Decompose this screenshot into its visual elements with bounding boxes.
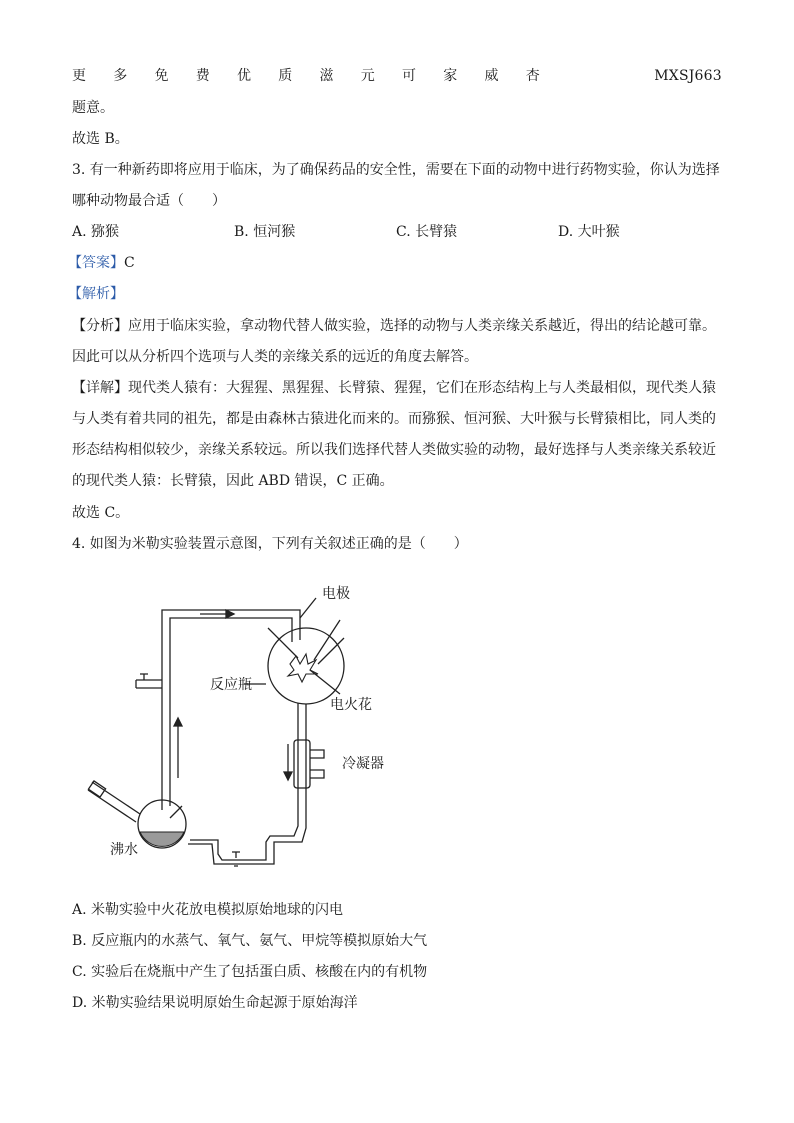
header-char: 威 [484, 68, 499, 84]
q4-option-d: D. 米勒实验结果说明原始生命起源于原始海洋 [72, 995, 358, 1011]
q4-option-a: A. 米勒实验中火花放电模拟原始地球的闪电 [72, 902, 344, 918]
fenxi-line1: 【分析】应用于临床实验，拿动物代替人做实验，选择的动物与人类亲缘关系越近，得出的结论越可靠。 [72, 318, 716, 334]
label-reaction-flask: 反应瓶 [210, 677, 252, 693]
inlet-tube [88, 782, 140, 822]
fenxi-line2: 因此可以从分析四个选项与人类的亲缘关系的远近的角度去解答。 [72, 349, 478, 365]
prev-answer-tail: 题意。 [72, 100, 114, 116]
q3-stem-line2: 哪种动物最合适（ ） [72, 193, 226, 209]
q3-option-b: B. 恒河猴 [234, 224, 296, 240]
condenser-jacket [294, 740, 310, 788]
header-char: 多 [113, 68, 128, 84]
q3-option-c: C. 长臂猿 [396, 224, 458, 240]
q4-stem: 4. 如图为米勒实验装置示意图，下列有关叙述正确的是（ ） [72, 536, 468, 552]
left-valve [136, 680, 162, 688]
label-condenser: 冷凝器 [342, 756, 384, 772]
q4-option-b: B. 反应瓶内的水蒸气、氧气、氨气、甲烷等模拟原始大气 [72, 933, 428, 949]
xiangjie-line2: 与人类有着共同的祖先，都是由森林古猿进化而来的。而猕猴、恒河猴、大叶猴与长臂猿相比，同人类的 [72, 411, 716, 427]
header-watermark [72, 66, 722, 86]
xiangjie-line3: 形态结构相似较少，亲缘关系较远。所以我们选择代替人类做实验的动物，最好选择与人类亲缘关系较近 [72, 442, 716, 458]
header-char: 杏 [525, 68, 540, 84]
q3-option-a: A. 猕猴 [72, 224, 120, 240]
prev-conclusion: 故选 B。 [72, 131, 129, 147]
header-char: 滋 [319, 68, 334, 84]
q3-stem-line1: 3. 有一种新药即将应用于临床，为了确保药品的安全性，需要在下面的动物中进行药物实验，你认为选择 [72, 162, 720, 178]
spark-icon [288, 654, 318, 682]
miller-apparatus-svg [78, 578, 408, 873]
boiling-water-fill [140, 832, 184, 846]
header-char: 费 [195, 68, 210, 84]
header-char: 优 [237, 68, 251, 84]
fenxi-tag: 【分析】 [72, 318, 128, 334]
header-code: MXSJ663 [654, 68, 722, 84]
arrow-down-head [284, 772, 292, 780]
q3-conclusion: 故选 C。 [72, 505, 130, 521]
q3-options [72, 222, 720, 242]
header-char: 更 [72, 68, 86, 84]
header-char: 免 [154, 68, 169, 84]
xiangjie-tag: 【详解】 [72, 380, 128, 396]
arrow-up-head [174, 718, 182, 726]
analysis-tag: 【解析】 [68, 286, 124, 302]
q3-answer [68, 253, 135, 273]
header-char: 家 [443, 68, 458, 84]
leader-electrode [300, 598, 316, 618]
xiangjie-line1: 【详解】现代类人猿有：大猩猩、黑猩猩、长臂猿、猩猩，它们在形态结构上与人类最相似，现代类人猿 [72, 380, 716, 396]
q3-option-d: D. 大叶猴 [558, 224, 620, 240]
arrow-right-head [226, 610, 234, 618]
header-char: 可 [402, 68, 416, 84]
electrodes [268, 620, 344, 664]
header-char: 质 [278, 68, 293, 84]
header-char: 元 [360, 68, 375, 84]
label-spark: 电火花 [330, 697, 372, 713]
answer-tag: 【答案】 [68, 255, 124, 271]
q4-option-c: C. 实验后在烧瓶中产生了包括蛋白质、核酸在内的有机物 [72, 964, 428, 980]
label-boiling-water: 沸水 [110, 842, 138, 858]
left-valve-handle [140, 674, 148, 680]
leader-flask-neck [170, 806, 182, 818]
label-electrode: 电极 [322, 586, 350, 602]
tube-outer-right [190, 703, 298, 860]
miller-apparatus-diagram [78, 578, 408, 873]
condenser-ports [310, 750, 324, 778]
xiangjie-line4: 的现代类人猿：长臂猿，因此 ABD 错误，C 正确。 [72, 473, 394, 489]
answer-value: C [124, 255, 135, 271]
